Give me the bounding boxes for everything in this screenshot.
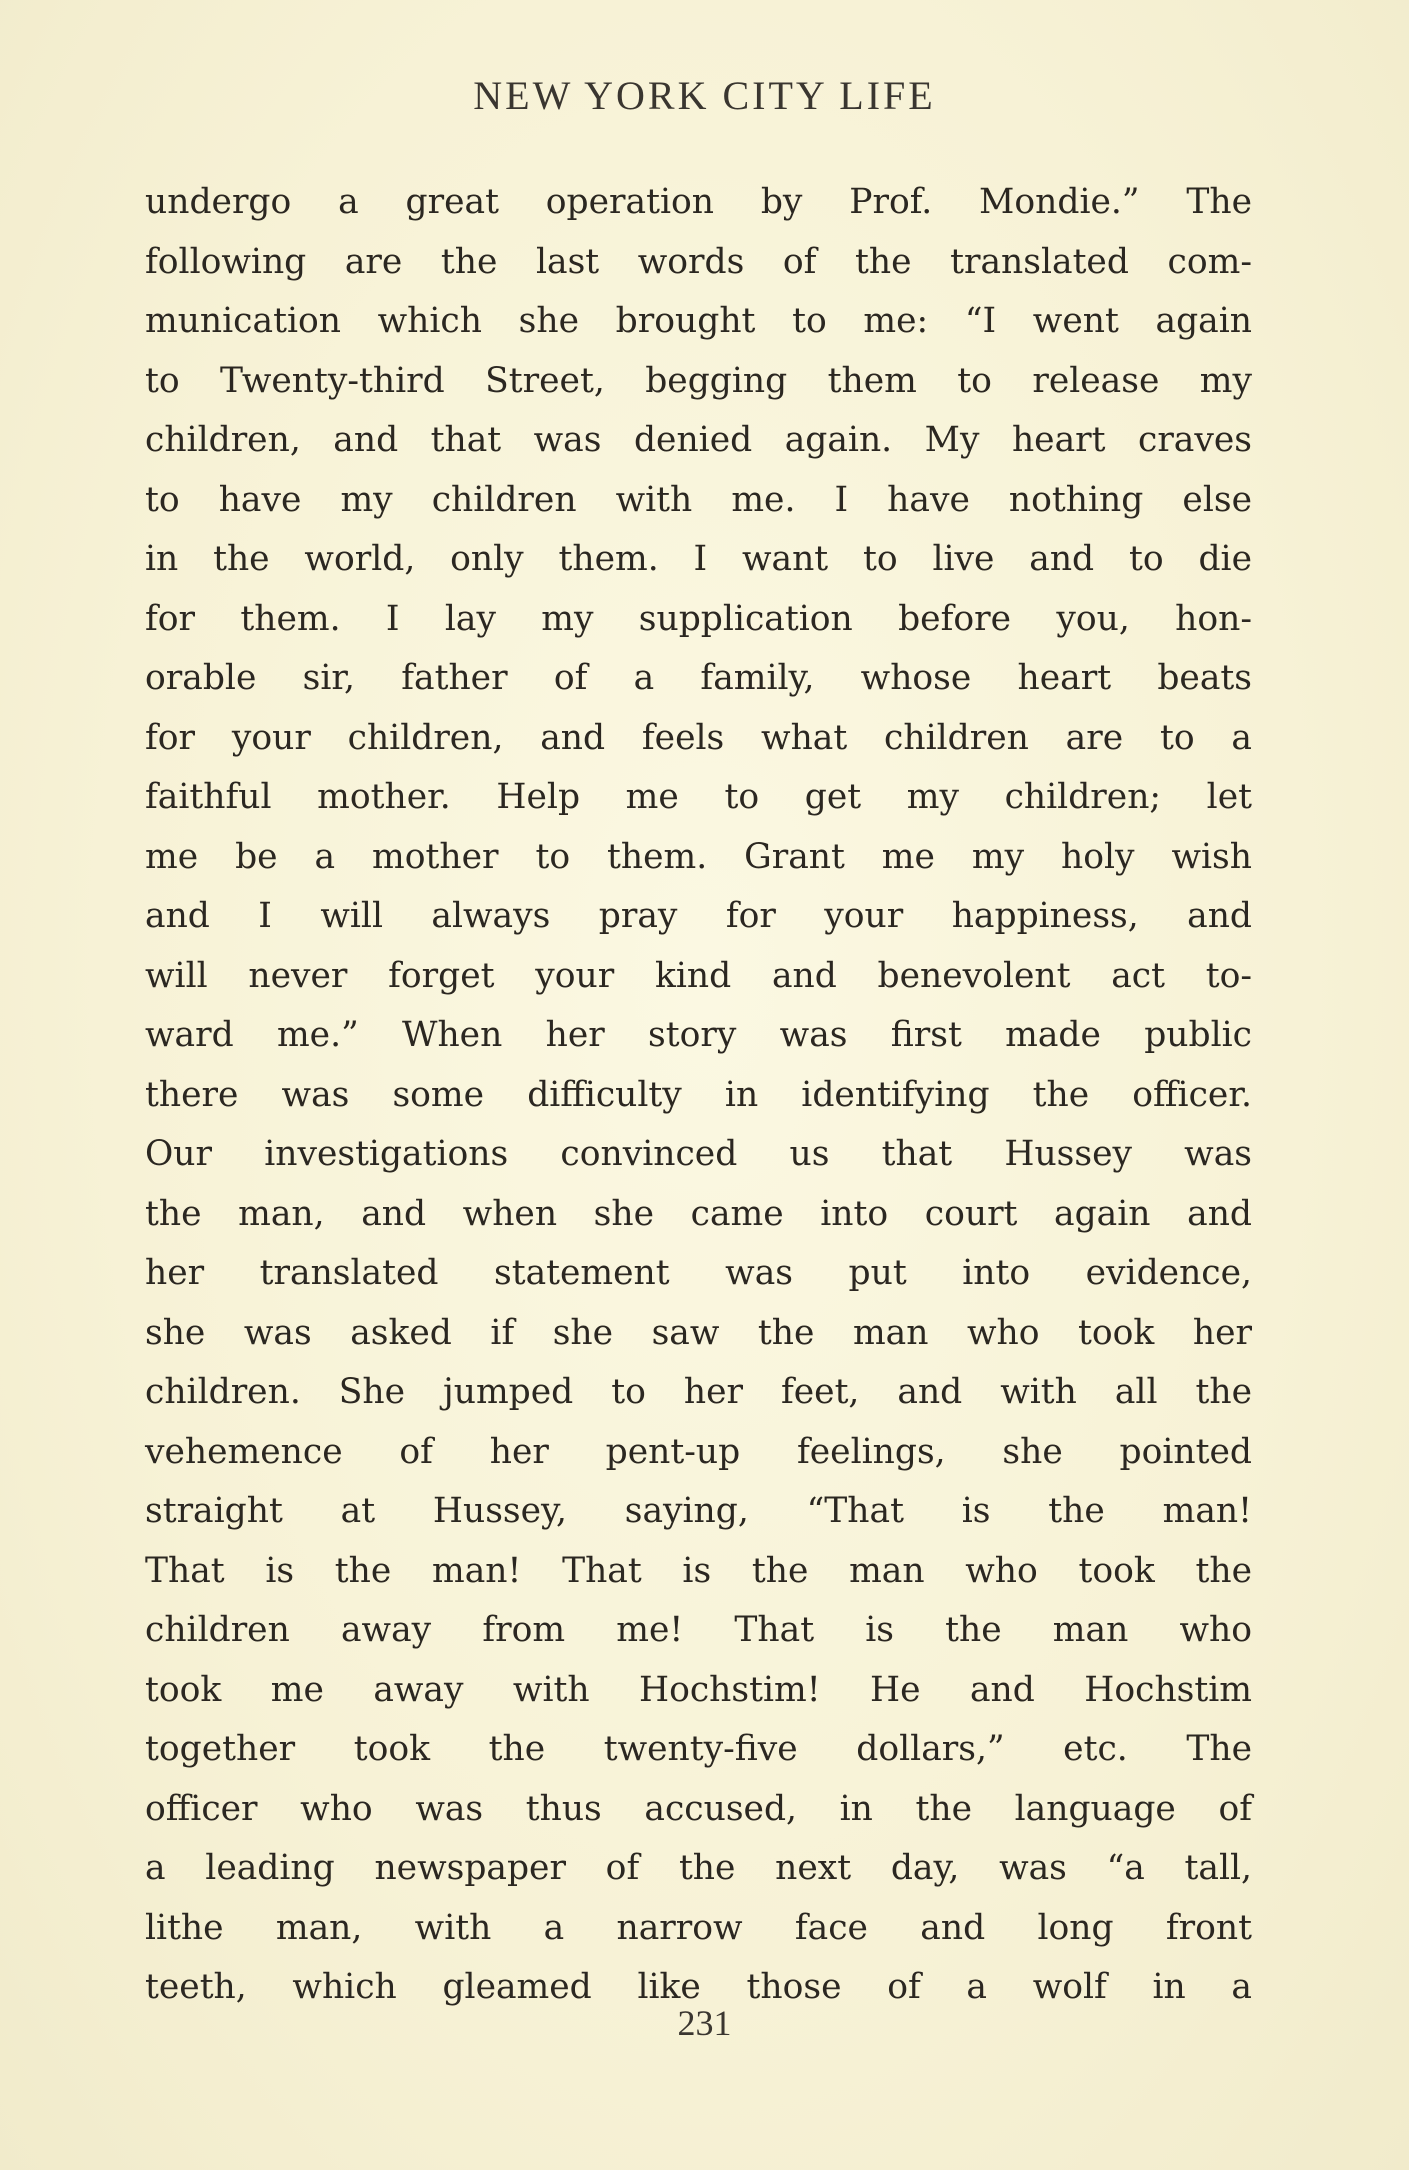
text-line: together took the twenty-five dollars,” etc. The — [145, 1729, 1252, 1769]
text-line: the man, and when she came into court again and — [145, 1193, 1252, 1234]
text-line: children away from me! That is the man who — [145, 1610, 1252, 1650]
text-line: her translated statement was put into evidence, — [145, 1253, 1252, 1293]
text-line: will never forget your kind and benevolent act to- — [145, 955, 1252, 996]
text-line: following are the last words of the translated com- — [145, 241, 1252, 282]
text-line: ward me.” When her story was first made public — [145, 1015, 1252, 1055]
text-line: in the world, only them. I want to live and to die — [145, 539, 1252, 579]
text-line: children. She jumped to her feet, and with all the — [145, 1372, 1252, 1412]
text-line: to Twenty-third Street, begging them to release my — [145, 360, 1252, 401]
text-line: Our investigations convinced us that Hussey was — [145, 1134, 1252, 1174]
text-line: a leading newspaper of the next day, was “a tall, — [145, 1848, 1252, 1888]
body-text — [145, 173, 1252, 2018]
text-line: she was asked if she saw the man who took her — [145, 1312, 1252, 1353]
text-line: lithe man, with a narrow face and long front — [145, 1907, 1252, 1948]
page-number: 231 — [677, 2003, 732, 2043]
text-line: teeth, which gleamed like those of a wolf in a — [145, 1967, 1252, 2007]
text-line: undergo a great operation by Prof. Mondie.” The — [145, 182, 1252, 222]
text-line: straight at Hussey, saying, “That is the man! — [145, 1491, 1252, 1531]
text-line: for your children, and feels what children are to a — [145, 717, 1252, 758]
text-line: me be a mother to them. Grant me my holy wish — [145, 836, 1252, 877]
text-line: children, and that was denied again. My heart craves — [145, 420, 1252, 460]
text-line: and I will always pray for your happiness, and — [145, 896, 1252, 936]
text-line: for them. I lay my supplication before you, hon- — [145, 598, 1252, 639]
text-line: officer who was thus accused, in the language of — [145, 1788, 1252, 1829]
text-line: there was some difficulty in identifying the officer. — [145, 1074, 1252, 1115]
running-head: NEW YORK CITY LIFE — [473, 73, 936, 118]
text-line: vehemence of her pent-up feelings, she pointed — [145, 1431, 1252, 1472]
text-line: That is the man! That is the man who took the — [145, 1550, 1252, 1591]
text-line: to have my children with me. I have nothing else — [145, 479, 1252, 520]
text-line: orable sir, father of a family, whose heart beats — [145, 658, 1252, 698]
text-line: faithful mother. Help me to get my children; let — [145, 777, 1252, 817]
text-line: munication which she brought to me: “I went again — [145, 301, 1252, 341]
text-line: took me away with Hochstim! He and Hochstim — [145, 1669, 1252, 1710]
